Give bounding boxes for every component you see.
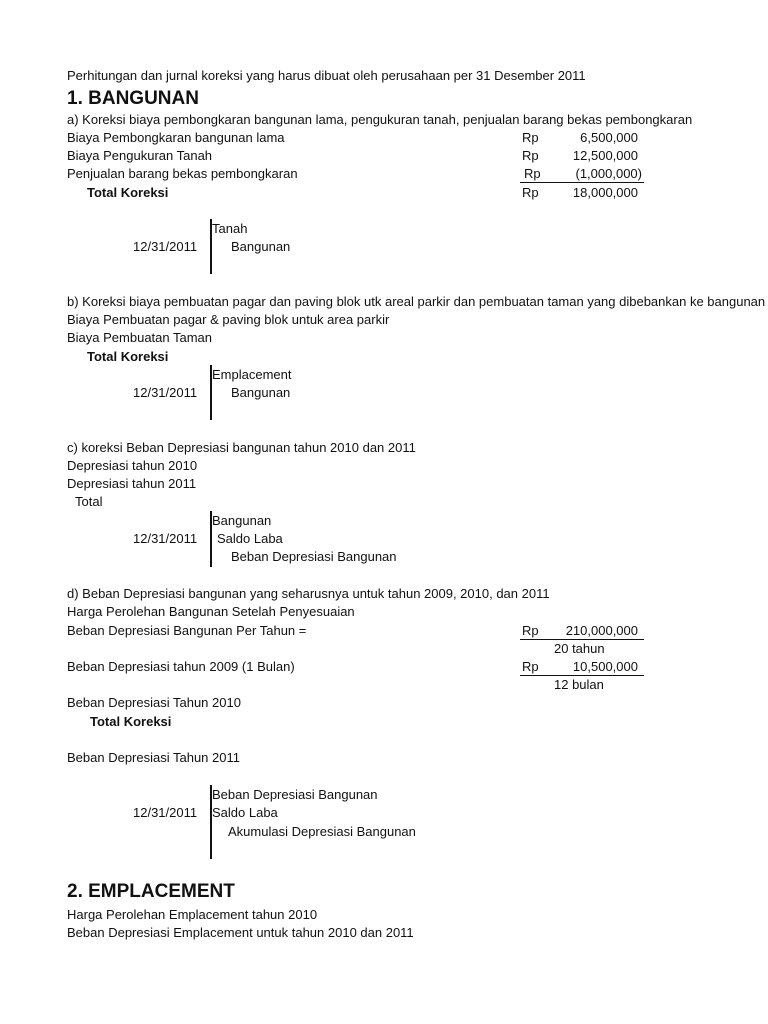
journal-debit: Saldo Laba xyxy=(212,805,278,820)
page-title: Perhitungan dan jurnal koreksi yang harus dibuat oleh perusahaan per 31 Desember 2011 xyxy=(67,68,586,83)
row-label: Harga Perolehan Bangunan Setelah Penyesuaian xyxy=(67,604,355,619)
row-label: Beban Depresiasi Emplacement untuk tahun 2010 dan 2011 xyxy=(67,925,414,940)
journal-credit: Akumulasi Depresiasi Bangunan xyxy=(228,824,416,839)
row-label: Biaya Pembuatan pagar & paving blok untuk area parkir xyxy=(67,312,390,327)
journal-debit: Emplacement xyxy=(212,367,292,382)
currency-label: Rp xyxy=(522,185,539,200)
currency-label: Rp xyxy=(522,659,539,674)
journal-debit: Beban Depresiasi Bangunan xyxy=(212,787,378,802)
total-label: Total Koreksi xyxy=(87,185,169,200)
section-heading-bangunan: 1. BANGUNAN xyxy=(67,88,199,109)
journal-credit: Bangunan xyxy=(231,239,291,254)
row-label: Biaya Pembongkaran bangunan lama xyxy=(67,130,285,145)
row-label: Harga Perolehan Emplacement tahun 2010 xyxy=(67,907,318,922)
amount-value: 10,500,000 xyxy=(572,659,638,674)
journal-date: 12/31/2011 xyxy=(133,805,198,820)
underline xyxy=(520,182,644,183)
row-label: Beban Depresiasi tahun 2009 (1 Bulan) xyxy=(67,659,295,674)
row-label: Depresiasi tahun 2011 xyxy=(67,476,197,491)
journal-credit: Beban Depresiasi Bangunan xyxy=(231,549,397,564)
amount-value: 210,000,000 xyxy=(565,623,638,638)
fraction-line xyxy=(520,639,644,640)
journal-date: 12/31/2011 xyxy=(133,385,198,400)
row-label: Beban Depresiasi Bangunan Per Tahun = xyxy=(67,623,307,638)
total-amount: 18,000,000 xyxy=(572,185,638,200)
item-d-description: d) Beban Depresiasi bangunan yang seharusnya untuk tahun 2009, 2010, dan 2011 xyxy=(67,586,550,601)
amount-value: 6,500,000 xyxy=(580,130,638,145)
divisor-value: 12 bulan xyxy=(554,677,604,692)
row-label: Penjualan barang bekas pembongkaran xyxy=(67,166,298,181)
currency-label: Rp xyxy=(522,148,539,163)
item-c-description: c) koreksi Beban Depresiasi bangunan tahun 2010 dan 2011 xyxy=(67,440,416,455)
row-label: Beban Depresiasi Tahun 2010 xyxy=(67,695,241,710)
journal-credit: Saldo Laba xyxy=(217,531,283,546)
item-a-description: a) Koreksi biaya pembongkaran bangunan lama, pengukuran tanah, penjualan barang bekas pembongkaran xyxy=(67,112,693,127)
row-label: Beban Depresiasi Tahun 2011 xyxy=(67,750,240,765)
section-heading-emplacement: 2. EMPLACEMENT xyxy=(67,881,235,902)
currency-label: Rp xyxy=(524,166,541,181)
currency-label: Rp xyxy=(522,130,539,145)
journal-credit: Bangunan xyxy=(231,385,291,400)
amount-value: (1,000,000) xyxy=(575,166,642,181)
row-label: Biaya Pembuatan Taman xyxy=(67,330,213,345)
journal-date: 12/31/2011 xyxy=(133,239,198,254)
item-b-description: b) Koreksi biaya pembuatan pagar dan paving blok utk areal parkir dan pembuatan taman yang dibebankan ke bangunan xyxy=(67,294,766,309)
amount-value: 12,500,000 xyxy=(572,148,638,163)
journal-debit: Bangunan xyxy=(212,513,272,528)
journal-date: 12/31/2011 xyxy=(133,531,198,546)
journal-debit: Tanah xyxy=(212,221,248,236)
currency-label: Rp xyxy=(522,623,539,638)
divisor-value: 20 tahun xyxy=(554,641,605,656)
row-label: Biaya Pengukuran Tanah xyxy=(67,148,213,163)
row-label: Depresiasi tahun 2010 xyxy=(67,458,198,473)
total-label: Total Koreksi xyxy=(90,714,172,729)
total-label: Total xyxy=(75,494,103,509)
fraction-line xyxy=(520,675,644,676)
total-label: Total Koreksi xyxy=(87,349,169,364)
